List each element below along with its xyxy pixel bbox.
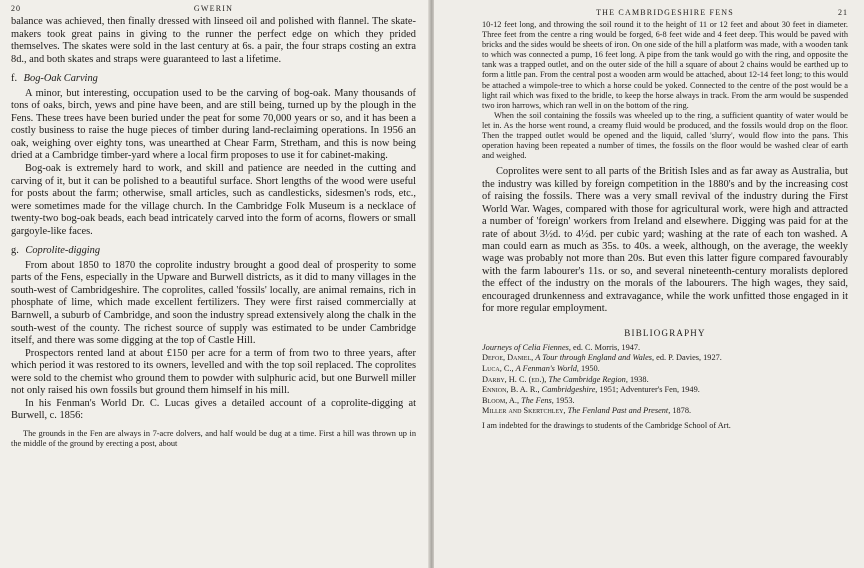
- section-f-heading: [11, 73, 416, 86]
- right-running-head: [482, 8, 848, 20]
- bibliography-entry: Ennion, B. A. R., Cambridgeshire, 1951; Adventurer's Fen, 1949.: [482, 385, 700, 395]
- section-f-title: Bog-Oak Carving: [23, 73, 98, 85]
- quote-paragraph: 10-12 feet long, and throwing the soil round it to the height of 11 or 12 feet and about 30 feet in diameter. Three feet from the centre a ring would be forged, 6-8 feet wide and 4 feet deep. This would be paved with bricks and the sides would be sheets of iron. On one side of the hill a platform was made, with a wooden tank to which was connected a pump, 16 feet long. A pipe from the tank would go with the ring, and opposite the tank was a trapped outlet, and on the outer side of the hill a square of about 2 chains would be earthed up to form a little pan. From the central post a wooden arm would be attached, about 12-14 feet long; to this would be attached a wimpole-tree to which a horse could be yoked. Connected to the centre of the post would be a light rail which was fixed to the bridle, to keep the horse always in track. From the arm would be suspended two iron harrows, which ran well in on the bottom of the ring.: [482, 20, 848, 110]
- section-g-paragraph: From about 1850 to 1870 the coprolite industry brought a good deal of prosperity to some parts of the Fens, especially in the Upware and Burwell districts, as it did to many villages in the south-west of Cambridgeshire. The coprolites, called 'fossils' locally, are animal remains, rich in phosphate of lime, which made excellent fertilizers. They were first raised commercially at Barnwell, a suburb of Cambridge, and soon the industry spread extensively along the chalk in the south-west of the county. The richest source of supply was estimated to be under Cambridge itself, and there was some digging at the top of Castle Hill.: [11, 259, 416, 347]
- right-page-number: 21: [838, 8, 848, 17]
- quote-paragraph: When the soil containing the fossils was wheeled up to the ring, a sufficient quantity of water would be let in. As the horse went round, a creamy fluid would be produced, and the fossils would drop on the floor. Then the trapped outlet would be opened and the liquid, called 'slurry', would flow into the pans. This operation having been repeated a number of times, the fossils on the floor would be washed clear of earth and weighed.: [482, 110, 848, 161]
- bibliography-heading: BIBLIOGRAPHY: [624, 327, 706, 338]
- bibliography-entry: Bloom, A., The Fens, 1953.: [482, 395, 575, 405]
- bibliography-entry: Darby, H. C. (ed.), The Cambridge Region, 1938.: [482, 374, 649, 384]
- bibliography-entry: Luca, C., A Fenman's World, 1950.: [482, 363, 600, 373]
- bibliography-entry: Miller and Skertchley, The Fenland Past and Present, 1878.: [482, 406, 692, 416]
- left-body-text: [11, 16, 416, 423]
- left-running-title: GWERIN: [193, 4, 234, 13]
- section-g-paragraph: In his Fenman's World Dr. C. Lucas gives a detailed account of a coprolite-digging at Burwell, c. 1856:: [11, 397, 416, 422]
- right-body-text: [482, 166, 848, 315]
- section-g-heading: [11, 245, 416, 258]
- section-f-paragraph: Bog-oak is extremely hard to work, and skill and patience are needed in the cutting and carving of it, but it can be polished to a beautiful surface. Short lengths of the wood were useful for posts about the farm; otherwise, small articles, such as candlesticks, sidesmen's rods, etc., were sometimes made for the village church. In the Cambridge Folk Museum is a necklace of twenty-two bog-oak beads, each bead intricately carved into the form of acorns, flowers or small gargoyle-like faces.: [11, 163, 416, 237]
- section-f-letter: f.: [11, 73, 18, 85]
- left-running-head: [11, 4, 416, 16]
- section-g-letter: g.: [11, 245, 19, 257]
- left-page-number: 20: [11, 4, 21, 13]
- section-g-paragraph: Prospectors rented land at about £150 per acre for a term of from two to three years, after which period it was restored to its owners, levelled and with the top soil replaced. The coprolites were sold to the chemist who ground them to powder with sulphuric acid, but one Burwell miller not only raised his own fossils but ground them himself in his mill.: [11, 347, 416, 397]
- quote-continuation: [482, 20, 848, 161]
- right-running-title: THE CAMBRIDGESHIRE FENS: [596, 8, 734, 17]
- bibliography-entry: Journeys of Celia Fiennes, ed. C. Morris, 1947.: [482, 342, 641, 352]
- section-g-title: Coprolite-digging: [25, 245, 101, 257]
- section-f-paragraph: A minor, but interesting, occupation used to be the carving of bog-oak. Many thousands of tons of oaks, birch, yews and pine have been, and are still being, turned up by the plough in the Fens. These trees have been buried under the peat for some 70,000 years or so, and it has been a costly business to raise the huge pieces of timber during land-reclaiming operations. In 1956 an oak, weighing over eighty tons, was unearthed at Chear Farm, Stretham, and this is now being dried at a Cambridge timber-yard where a local firm proposes to use it for cabinet-making.: [11, 87, 416, 162]
- left-page: [0, 0, 430, 568]
- bibliography-entry: Defoe, Daniel, A Tour through England and Wales, ed. P. Davies, 1927.: [482, 353, 722, 363]
- quote-start: [11, 429, 416, 449]
- body-paragraph: Coprolites were sent to all parts of the British Isles and as far away as Australia, but the industry was killed by foreign competition in the 1880's and by the increasing cost of raising the fossils. There was a very small revival of the industry during the First World War. Wages, compared with those for agricultural work, were high and attracted a number of 'foreign' workers from Ireland and elsewhere. Digging was paid for at the rate of about 3½d. to 4½d. per cubic yard; washing at the rate of each ton washed. A man could earn as much as 35s. to 40s. a week, although, on the average, the weekly wage was probably not more than 20s. But even this latter figure compared favourably with the farm labourer's 11s. or so, and several nineteenth-century moralists deplored the effect of the industry on the morals of the labourers. The high wages, they said, encouraged drunkenness and extravagance, while the work unfitted those engaged in it for more regular employment.: [482, 166, 848, 315]
- right-page: [434, 0, 864, 568]
- intro-paragraph: balance was achieved, then finally dressed with linseed oil and polished with flannel. The skate-makers took great pains in giving to the runner the perfect edge on which they prided themselves. The skates were sold in the last century at 6s. a pair, the four straps costing an extra 8d., and both skates and straps were guaranteed to last a lifetime.: [11, 16, 416, 65]
- acknowledgement: I am indebted for the drawings to students of the Cambridge School of Art.: [482, 420, 731, 430]
- bibliography-list: [482, 343, 848, 432]
- quote-start-paragraph: The grounds in the Fen are always in 7-acre dolvers, and half would be dug at a time. First a hill was thrown up in the middle of the ground by erecting a post, about: [11, 428, 416, 449]
